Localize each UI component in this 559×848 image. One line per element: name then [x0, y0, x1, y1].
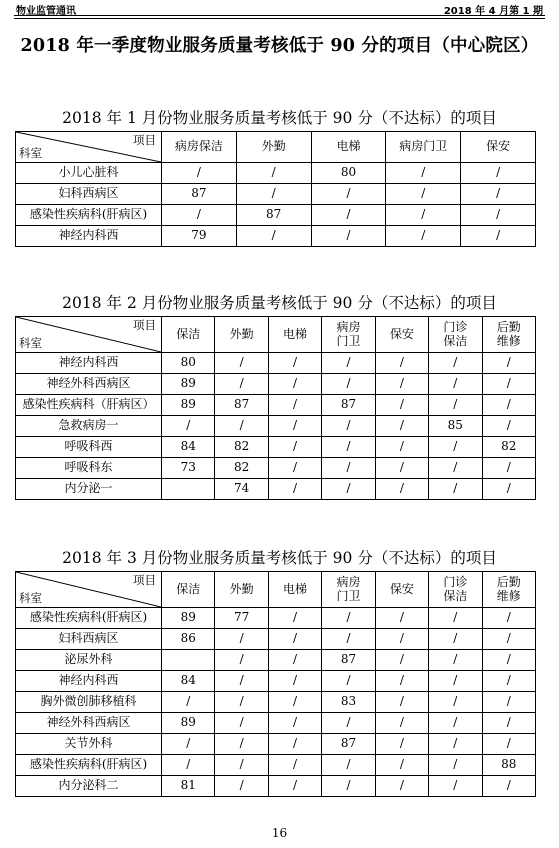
score-cell: /: [162, 163, 237, 184]
table-row: [16, 184, 536, 205]
column-header-label: 病房 门卫: [336, 575, 361, 603]
score-cell: /: [375, 353, 428, 374]
score-cell: 87: [236, 205, 311, 226]
table-row: [16, 734, 536, 755]
score-cell: /: [311, 205, 386, 226]
column-header: [375, 317, 428, 353]
score-cell: /: [162, 692, 215, 713]
score-cell: /: [482, 395, 535, 416]
score-cell: /: [162, 416, 215, 437]
column-header: [461, 132, 536, 163]
score-cell: /: [429, 629, 482, 650]
score-cell: /: [482, 458, 535, 479]
score-cell: /: [322, 437, 375, 458]
score-cell: 83: [322, 692, 375, 713]
score-cell: 86: [162, 629, 215, 650]
column-header-label: 门诊 保洁: [443, 320, 468, 348]
score-cell: /: [311, 226, 386, 247]
table-header-row: [16, 572, 536, 608]
department-name: 感染性疾病科(肝病区): [16, 205, 162, 226]
score-cell: 81: [162, 776, 215, 797]
score-cell: /: [162, 205, 237, 226]
page-title: 2018 年一季度物业服务质量考核低于 90 分的项目（中心院区）: [20, 36, 539, 56]
column-header-label: 电梯: [283, 581, 308, 596]
score-cell: 87: [322, 650, 375, 671]
score-cell: [162, 479, 215, 500]
score-cell: /: [429, 458, 482, 479]
corner-label-dept: 科室: [19, 591, 42, 606]
score-cell: /: [215, 713, 268, 734]
score-cell: /: [268, 755, 321, 776]
column-header-label: 外勤: [261, 139, 286, 154]
score-cell: /: [215, 416, 268, 437]
score-cell: /: [386, 184, 461, 205]
score-cell: /: [268, 416, 321, 437]
score-cell: /: [268, 650, 321, 671]
table-row: [16, 776, 536, 797]
score-cell: /: [268, 692, 321, 713]
score-cell: 77: [215, 608, 268, 629]
department-name: 妇科西病区: [16, 629, 162, 650]
column-header-label: 保安: [389, 581, 414, 596]
column-header: [429, 317, 482, 353]
column-header-label: 保洁: [176, 326, 201, 341]
score-cell: /: [322, 713, 375, 734]
table-row: [16, 163, 536, 184]
department-name: 关节外科: [16, 734, 162, 755]
score-cell: /: [215, 374, 268, 395]
score-cell: /: [429, 353, 482, 374]
column-header: [215, 572, 268, 608]
column-header: [268, 317, 321, 353]
score-cell: /: [386, 205, 461, 226]
table-row: [16, 458, 536, 479]
table-row: [16, 437, 536, 458]
score-cell: 82: [215, 437, 268, 458]
score-cell: /: [429, 776, 482, 797]
score-cell: 84: [162, 671, 215, 692]
score-cell: 82: [215, 458, 268, 479]
column-header: [236, 132, 311, 163]
section-title-mar: 2018 年 3 月份物业服务质量考核低于 90 分（不达标）的项目: [62, 549, 497, 567]
department-name: 神经内科西: [16, 671, 162, 692]
score-cell: /: [322, 374, 375, 395]
score-cell: /: [322, 458, 375, 479]
section-title-jan: 2018 年 1 月份物业服务质量考核低于 90 分（不达标）的项目: [62, 109, 497, 127]
score-cell: /: [162, 734, 215, 755]
column-header-label: 电梯: [336, 139, 361, 154]
score-cell: /: [461, 226, 536, 247]
table-january: [15, 131, 536, 247]
score-cell: /: [236, 163, 311, 184]
department-name: 泌尿外科: [16, 650, 162, 671]
score-cell: /: [236, 184, 311, 205]
table-row: [16, 416, 536, 437]
score-cell: /: [268, 353, 321, 374]
column-header-label: 保安: [389, 326, 414, 341]
score-cell: 89: [162, 713, 215, 734]
column-header-label: 外勤: [229, 581, 254, 596]
column-header-label: 后勤 维修: [496, 320, 521, 348]
score-cell: /: [322, 755, 375, 776]
score-cell: 84: [162, 437, 215, 458]
score-cell: /: [429, 374, 482, 395]
table-row: [16, 374, 536, 395]
score-cell: 87: [162, 184, 237, 205]
department-name: 感染性疾病科(肝病区): [16, 608, 162, 629]
score-cell: /: [482, 776, 535, 797]
table-header-row: [16, 317, 536, 353]
score-cell: /: [268, 374, 321, 395]
column-header-label: 门诊 保洁: [443, 575, 468, 603]
score-cell: /: [375, 629, 428, 650]
score-cell: /: [461, 163, 536, 184]
score-cell: /: [482, 713, 535, 734]
table-row: [16, 353, 536, 374]
table-row: [16, 608, 536, 629]
table-row: [16, 479, 536, 500]
column-header: [429, 572, 482, 608]
score-cell: /: [386, 226, 461, 247]
score-cell: /: [429, 437, 482, 458]
department-name: 妇科西病区: [16, 184, 162, 205]
table-row: [16, 395, 536, 416]
corner-label-item: 项目: [133, 133, 156, 147]
column-header: [215, 317, 268, 353]
column-header-label: 病房保洁: [174, 139, 223, 154]
corner-label-dept: 科室: [19, 336, 42, 351]
score-cell: /: [268, 776, 321, 797]
score-cell: /: [215, 650, 268, 671]
table-row: [16, 755, 536, 776]
department-name: 内分泌一: [16, 479, 162, 500]
running-header: [14, 0, 545, 17]
column-header: [162, 317, 215, 353]
table-row: [16, 226, 536, 247]
department-name: 神经外科西病区: [16, 713, 162, 734]
diagonal-header-cell: [16, 317, 162, 353]
score-cell: /: [268, 713, 321, 734]
score-cell: /: [482, 353, 535, 374]
score-cell: /: [268, 629, 321, 650]
score-cell: /: [375, 671, 428, 692]
score-cell: /: [268, 671, 321, 692]
score-cell: 80: [162, 353, 215, 374]
corner-label-item: 项目: [133, 318, 156, 332]
score-cell: /: [375, 437, 428, 458]
score-cell: /: [429, 713, 482, 734]
score-cell: /: [215, 755, 268, 776]
score-cell: /: [429, 650, 482, 671]
score-cell: /: [215, 353, 268, 374]
score-cell: /: [322, 479, 375, 500]
corner-label-item: 项目: [133, 573, 156, 587]
column-header: [375, 572, 428, 608]
score-cell: 89: [162, 395, 215, 416]
score-cell: /: [322, 416, 375, 437]
score-cell: /: [268, 479, 321, 500]
table-february: [15, 316, 536, 500]
score-cell: /: [268, 458, 321, 479]
score-cell: /: [429, 479, 482, 500]
score-cell: /: [215, 629, 268, 650]
score-cell: /: [268, 437, 321, 458]
issue-label: 2018 年 4 月第 1 期: [443, 6, 543, 17]
column-header: [268, 572, 321, 608]
score-cell: /: [215, 671, 268, 692]
score-cell: /: [375, 692, 428, 713]
score-cell: 89: [162, 374, 215, 395]
department-name: 神经外科西病区: [16, 374, 162, 395]
score-cell: 74: [215, 479, 268, 500]
department-name: 胸外微创肺移植科: [16, 692, 162, 713]
publication-name: 物业监管通讯: [16, 6, 76, 17]
score-cell: /: [482, 374, 535, 395]
score-cell: /: [482, 671, 535, 692]
score-cell: /: [482, 479, 535, 500]
score-cell: /: [375, 755, 428, 776]
table-row: [16, 629, 536, 650]
score-cell: /: [375, 608, 428, 629]
table-row: [16, 205, 536, 226]
score-cell: /: [386, 163, 461, 184]
score-cell: 87: [215, 395, 268, 416]
header-rule-thin: [14, 18, 545, 19]
column-header: [311, 132, 386, 163]
score-cell: /: [268, 734, 321, 755]
score-cell: /: [461, 205, 536, 226]
department-name: 内分泌科二: [16, 776, 162, 797]
column-header: [482, 572, 535, 608]
column-header: [322, 572, 375, 608]
score-cell: /: [322, 629, 375, 650]
score-cell: /: [375, 479, 428, 500]
score-cell: /: [162, 755, 215, 776]
table-row: [16, 650, 536, 671]
score-cell: /: [322, 353, 375, 374]
diagonal-header-cell: [16, 132, 162, 163]
score-cell: /: [482, 608, 535, 629]
department-name: 小儿心脏科: [16, 163, 162, 184]
column-header: [322, 317, 375, 353]
department-name: 呼吸科西: [16, 437, 162, 458]
table-row: [16, 671, 536, 692]
score-cell: [162, 650, 215, 671]
score-cell: 73: [162, 458, 215, 479]
column-header-label: 后勤 维修: [496, 575, 521, 603]
score-cell: /: [429, 671, 482, 692]
score-cell: /: [482, 650, 535, 671]
column-header: [162, 572, 215, 608]
score-cell: 87: [322, 734, 375, 755]
score-cell: /: [311, 184, 386, 205]
column-header-label: 电梯: [283, 326, 308, 341]
table-march: [15, 571, 536, 797]
score-cell: /: [482, 416, 535, 437]
header-rule: [14, 15, 545, 16]
score-cell: /: [215, 692, 268, 713]
score-cell: /: [322, 776, 375, 797]
score-cell: /: [215, 776, 268, 797]
score-cell: /: [429, 734, 482, 755]
department-name: 感染性疾病科（肝病区）: [16, 395, 162, 416]
column-header: [482, 317, 535, 353]
score-cell: /: [375, 776, 428, 797]
table-row: [16, 713, 536, 734]
column-header: [386, 132, 461, 163]
page-number: 16: [271, 826, 288, 840]
score-cell: 82: [482, 437, 535, 458]
score-cell: /: [268, 608, 321, 629]
score-cell: /: [375, 458, 428, 479]
score-cell: 88: [482, 755, 535, 776]
score-cell: /: [482, 734, 535, 755]
score-cell: /: [375, 713, 428, 734]
score-cell: /: [482, 629, 535, 650]
score-cell: 80: [311, 163, 386, 184]
section-title-feb: 2018 年 2 月份物业服务质量考核低于 90 分（不达标）的项目: [62, 294, 497, 312]
score-cell: /: [236, 226, 311, 247]
score-cell: 79: [162, 226, 237, 247]
column-header-label: 保安: [486, 139, 511, 154]
column-header-label: 病房门卫: [399, 139, 448, 154]
table-header-row: [16, 132, 536, 163]
score-cell: /: [322, 608, 375, 629]
score-cell: 85: [429, 416, 482, 437]
column-header: [162, 132, 237, 163]
department-name: 神经内科西: [16, 353, 162, 374]
diagonal-header-cell: [16, 572, 162, 608]
department-name: 感染性疾病科(肝病区): [16, 755, 162, 776]
corner-label-dept: 科室: [19, 146, 42, 161]
column-header-label: 病房 门卫: [336, 320, 361, 348]
score-cell: /: [375, 395, 428, 416]
score-cell: /: [429, 608, 482, 629]
score-cell: /: [429, 395, 482, 416]
department-name: 呼吸科东: [16, 458, 162, 479]
score-cell: /: [375, 650, 428, 671]
score-cell: /: [461, 184, 536, 205]
score-cell: /: [268, 395, 321, 416]
score-cell: /: [375, 416, 428, 437]
score-cell: /: [375, 374, 428, 395]
score-cell: /: [322, 671, 375, 692]
table-row: [16, 692, 536, 713]
score-cell: /: [215, 734, 268, 755]
score-cell: 87: [322, 395, 375, 416]
column-header-label: 外勤: [229, 326, 254, 341]
score-cell: /: [375, 734, 428, 755]
department-name: 神经内科西: [16, 226, 162, 247]
score-cell: 89: [162, 608, 215, 629]
column-header-label: 保洁: [176, 581, 201, 596]
score-cell: /: [482, 692, 535, 713]
score-cell: /: [429, 692, 482, 713]
score-cell: /: [429, 755, 482, 776]
department-name: 急救病房一: [16, 416, 162, 437]
